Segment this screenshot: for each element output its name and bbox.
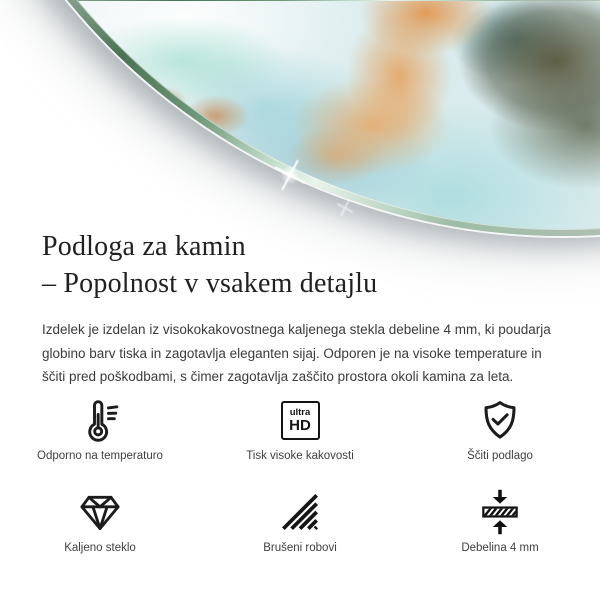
glass-panel [0, 0, 600, 230]
product-description: Izdelek je izdelan iz visokokakovostnega kaljenega stekla debeline 4 mm, ki poudarja globino barv tiska in zagotavlja eleganten sijaj. Odporen je na visoke temperature in ščiti pred poškodbami, s čimer zagotavlja zaščito prostora okoli kamina za leta. [42, 322, 551, 384]
feature-thickness [400, 486, 600, 570]
polished-edges-icon [280, 486, 320, 538]
glass-edge [0, 0, 600, 236]
feature-label: Kaljeno steklo [64, 542, 136, 554]
feature-label: Tisk visoke kakovosti [246, 450, 354, 462]
diamond-icon [77, 486, 123, 538]
marble-print [1, 1, 600, 230]
feature-print-quality [200, 394, 400, 478]
page-title [42, 228, 562, 302]
ultra-hd-text-bottom: HD [289, 416, 311, 434]
ultra-hd-icon [281, 394, 320, 446]
thickness-icon [480, 486, 520, 538]
features-grid [0, 394, 600, 570]
feature-tempered-glass [0, 486, 200, 570]
page-title-line-1: Podloga za kamin [42, 231, 246, 262]
feature-label: Brušeni robovi [263, 542, 337, 554]
feature-temperature [0, 394, 200, 478]
content-block [42, 228, 562, 389]
feature-label: Ščiti podlago [467, 450, 533, 462]
page-title-line-2: – Popolnost v vsakem detajlu [42, 268, 378, 299]
feature-polished-edges [200, 486, 400, 570]
feature-label: Odporno na temperaturo [37, 450, 163, 462]
feature-protects [400, 394, 600, 478]
feature-label: Debelina 4 mm [461, 542, 539, 554]
thermometer-icon [78, 394, 122, 446]
shield-check-icon [477, 394, 523, 446]
ultra-hd-text-top: ultra [289, 406, 311, 418]
